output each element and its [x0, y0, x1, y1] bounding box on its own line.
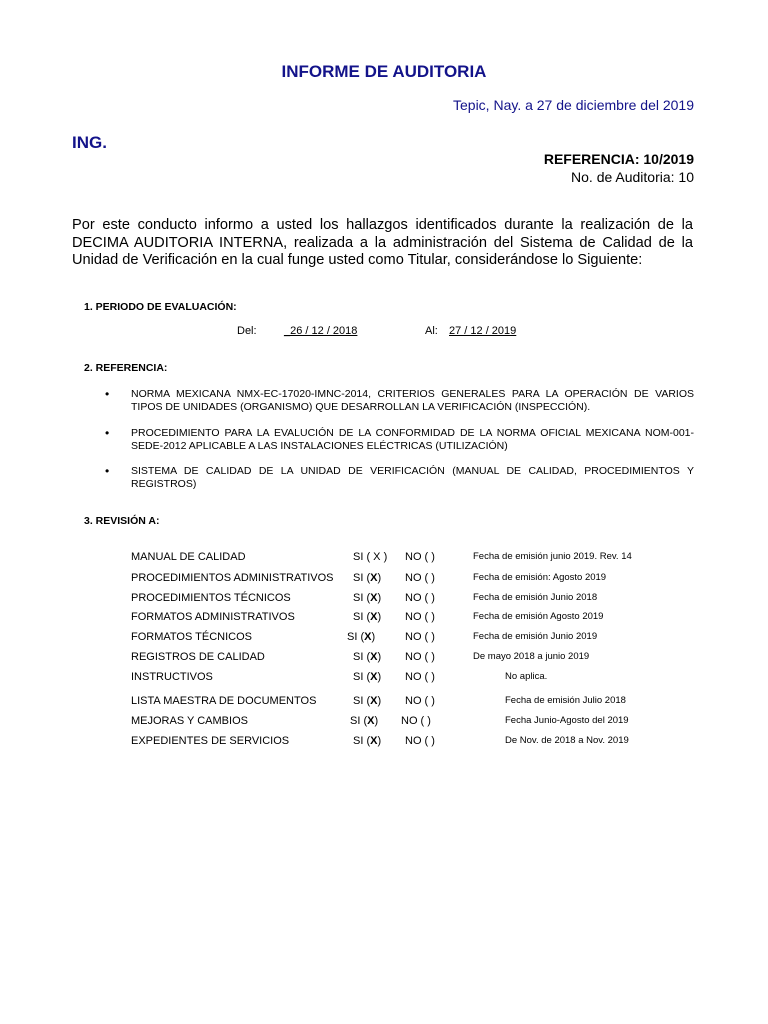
al-value: 27 / 12 / 2019: [449, 325, 517, 337]
no-mark: NO ( ): [405, 671, 435, 683]
no-mark: NO ( ): [405, 551, 435, 563]
row-label: MANUAL DE CALIDAD: [131, 551, 246, 563]
si-mark: SI (X): [353, 735, 382, 747]
no-mark: NO ( ): [405, 592, 435, 604]
si-mark: SI (X): [353, 592, 382, 604]
del-value: _26 / 12 / 2018: [284, 325, 358, 337]
table-row: [0, 611, 768, 627]
row-label: PROCEDIMIENTOS TÉCNICOS: [131, 592, 291, 604]
table-row: [0, 695, 768, 711]
table-row: [0, 551, 768, 567]
table-row: [0, 631, 768, 647]
si-mark: SI (X): [350, 715, 379, 727]
no-mark: NO ( ): [405, 735, 435, 747]
row-note: Fecha de emisión Junio 2019: [473, 631, 598, 642]
row-label: INSTRUCTIVOS: [131, 671, 213, 683]
no-mark: NO ( ): [405, 651, 435, 663]
no-mark: NO ( ): [401, 715, 431, 727]
row-note: No aplica.: [505, 671, 548, 682]
si-mark: SI (X): [353, 572, 382, 584]
row-note: Fecha de emisión junio 2019. Rev. 14: [473, 551, 632, 562]
no-mark: NO ( ): [405, 695, 435, 707]
date-line: Tepic, Nay. a 27 de diciembre del 2019: [453, 97, 694, 113]
al-label: Al:: [425, 325, 438, 337]
no-mark: NO ( ): [405, 631, 435, 643]
list-item: • SISTEMA DE CALIDAD DE LA UNIDAD DE VERIFICACIÓN (MANUAL DE CALIDAD, PROCEDIMIENTOS Y REGISTROS): [104, 465, 694, 490]
si-mark: SI (X): [353, 651, 382, 663]
row-label: EXPEDIENTES DE SERVICIOS: [131, 735, 290, 747]
row-note: Fecha de emisión Junio 2018: [473, 592, 598, 603]
table-row: [0, 592, 768, 608]
reference-list: [104, 427, 694, 452]
table-row: [0, 671, 768, 687]
row-note: Fecha de emisión Julio 2018: [505, 695, 626, 706]
row-label: FORMATOS ADMINISTRATIVOS: [131, 611, 295, 623]
no-mark: NO ( ): [405, 572, 435, 584]
si-mark: SI (X): [353, 611, 382, 623]
row-note: Fecha de emisión Agosto 2019: [473, 611, 604, 622]
section-heading-referencia: 2. REFERENCIA:: [84, 362, 168, 374]
table-row: [0, 572, 768, 588]
del-label: Del:: [237, 325, 257, 337]
si-mark: SI ( X ): [353, 551, 388, 563]
row-note: De mayo 2018 a junio 2019: [473, 651, 590, 662]
list-item: • NORMA MEXICANA NMX-EC-17020-IMNC-2014, CRITERIOS GENERALES PARA LA OPERACIÓN DE VARIOS TIPOS DE UNIDADES (ORGANISMO) QUE DESARROLLAN LA VERIFICACIÓN (INSPECCIÓN).: [104, 388, 694, 413]
reference-list: [104, 465, 694, 490]
table-row: [0, 651, 768, 667]
row-label: FORMATOS TÉCNICOS: [131, 631, 253, 643]
si-mark: SI (X): [353, 671, 382, 683]
row-label: PROCEDIMIENTOS ADMINISTRATIVOS: [131, 572, 334, 584]
reference-number: REFERENCIA: 10/2019: [543, 151, 694, 167]
row-note: De Nov. de 2018 a Nov. 2019: [505, 735, 629, 746]
row-label: MEJORAS Y CAMBIOS: [131, 715, 248, 727]
si-mark: SI (X): [353, 695, 382, 707]
row-label: LISTA MAESTRA DE DOCUMENTOS: [131, 695, 317, 707]
section-heading-revision: 3. REVISIÓN A:: [84, 515, 160, 527]
no-mark: NO ( ): [405, 611, 435, 623]
audit-number: No. de Auditoria: 10: [571, 169, 694, 185]
si-mark: SI (X): [347, 631, 376, 643]
intro-paragraph: Por este conducto informo a usted los hallazgos identificados durante la realización de la DECIMA AUDITORIA INTERNA, realizada a la administración del Sistema de Calidad de la Unidad de Verificación en la cual funge usted como Titular, considerándose lo Siguiente:: [72, 217, 693, 269]
addressee: ING.: [72, 133, 107, 152]
row-note: Fecha Junio-Agosto del 2019: [505, 715, 629, 726]
list-item: • PROCEDIMIENTO PARA LA EVALUCIÓN DE LA CONFORMIDAD DE LA NORMA OFICIAL MEXICANA NOM-001-SEDE-2012 APLICABLE A LAS INSTALACIONES ELÉCTRICAS (UTILIZACIÓN): [104, 427, 694, 452]
row-note: Fecha de emisión: Agosto 2019: [473, 572, 607, 583]
row-label: REGISTROS DE CALIDAD: [131, 651, 265, 663]
section-heading-periodo: 1. PERIODO DE EVALUACIÓN:: [84, 301, 237, 313]
table-row: [0, 735, 768, 751]
reference-list: [104, 388, 694, 413]
table-row: [0, 715, 768, 731]
report-title: INFORME DE AUDITORIA: [281, 62, 487, 81]
